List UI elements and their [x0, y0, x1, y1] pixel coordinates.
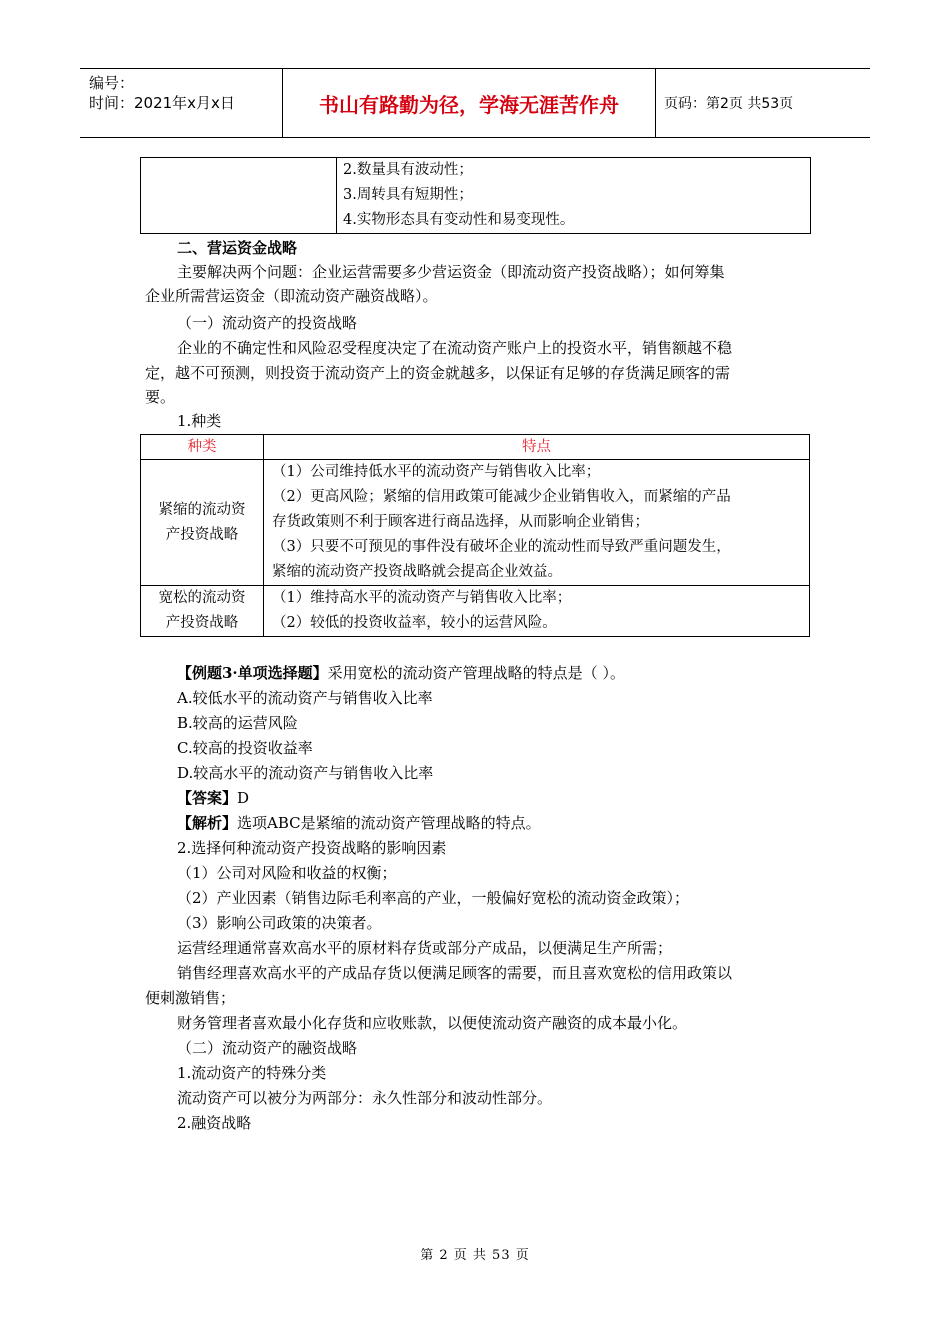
- analysis-text: 选项ABC是紧缩的流动资产管理战略的特点。: [237, 814, 541, 832]
- feature-line: （2）较低的投资收益率，较小的运营风险。: [272, 615, 557, 631]
- page-footer: 第 2 页 共 53 页: [420, 1248, 530, 1263]
- section-heading: 二、营运资金战略: [177, 239, 298, 257]
- page-header: [80, 68, 870, 138]
- feature-line: （1）公司维持低水平的流动资产与销售收入比率；: [272, 464, 601, 480]
- list-item: 2.数量具有波动性；: [343, 162, 473, 178]
- kind-cell: [141, 460, 264, 586]
- table-row: [141, 586, 810, 637]
- financing-item-title: 1.流动资产的特殊分类: [177, 1064, 327, 1082]
- answer: [177, 786, 249, 811]
- kinds-title: 1.种类: [177, 412, 222, 430]
- header-page-info: 页码：第2页 共53页: [664, 96, 794, 112]
- financing-item-title: 2.融资战略: [177, 1114, 252, 1132]
- subheading-investment: （一）流动资产的投资战略: [177, 314, 358, 332]
- financing-item-body: 流动资产可以被分为两部分：永久性部分和波动性部分。: [177, 1089, 553, 1107]
- kind-cell: [141, 586, 264, 637]
- example-question: [177, 661, 625, 686]
- sales-manager-text: 便刺激销售；: [145, 989, 236, 1007]
- ops-manager-text: 运营经理通常喜欢高水平的原材料存货或部分产成品，以便满足生产所需；: [177, 939, 673, 957]
- feature-line: （2）更高风险；紧缩的信用政策可能减少企业销售收入，而紧缩的产品: [272, 489, 731, 505]
- answer-tag: 【答案】: [177, 789, 238, 807]
- subheading-financing: （二）流动资产的融资战略: [177, 1039, 358, 1057]
- kind-line: 产投资战略: [165, 526, 239, 543]
- answer-value: D: [237, 789, 250, 807]
- paragraph-line: 定，越不可预测，则投资于流动资产上的资金就越多，以保证有足够的存货满足顾客的需: [145, 364, 731, 382]
- factors-title: 2.选择何种流动资产投资战略的影响因素: [177, 839, 447, 857]
- intro-line: 企业所需营运资金（即流动资产融资战略）。: [145, 287, 438, 305]
- option-d: D.较高水平的流动资产与销售收入比率: [177, 764, 434, 782]
- example-question-text: 采用宽松的流动资产管理战略的特点是（ ）。: [327, 664, 625, 682]
- feature-cell: [264, 586, 810, 637]
- feature-line: （3）只要不可预见的事件没有破坏企业的流动性而导致严重问题发生，: [272, 539, 731, 555]
- header-motto: 书山有路勤为径，学海无涯苦作舟: [282, 69, 656, 137]
- table-header-row: [141, 435, 810, 460]
- feature-line: （1）维持高水平的流动资产与销售收入比率；: [272, 590, 572, 606]
- table-row: [141, 460, 810, 586]
- list-item: 3.周转具有短期性；: [343, 187, 473, 203]
- paragraph-line: 要。: [145, 388, 176, 406]
- sales-manager-text: 销售经理喜欢高水平的产成品存货以便满足顾客的需要，而且喜欢宽松的信用政策以: [177, 964, 733, 982]
- finance-manager-text: 财务管理者喜欢最小化存货和应收账款，以便使流动资产融资的成本最小化。: [177, 1014, 688, 1032]
- paragraph-line: 企业的不确定性和风险忍受程度决定了在流动资产账户上的投资水平，销售额越不稳: [177, 339, 733, 357]
- factor-item: （2）产业因素（销售边际毛利率高的产业，一般偏好宽松的流动资金政策）；: [177, 889, 690, 907]
- feature-line: 存货政策则不利于顾客进行商品选择，从而影响企业销售；: [272, 514, 649, 530]
- continued-table: [140, 157, 811, 234]
- intro-line: 主要解决两个问题：企业运营需要多少营运资金（即流动资产投资战略）；如何筹集: [177, 263, 725, 281]
- doc-time-label: 时间：2021年x月x日: [89, 94, 235, 112]
- kinds-table: [140, 434, 810, 637]
- continued-table-items: [337, 158, 811, 234]
- factor-item: （3）影响公司政策的决策者。: [177, 914, 382, 932]
- example-tag: 【例题3·单项选择题】: [177, 664, 328, 682]
- header-meta: [80, 69, 282, 137]
- column-header-feature: 特点: [264, 435, 810, 460]
- doc-number-label: 编号：: [89, 74, 135, 92]
- list-item: 4.实物形态具有变动性和易变现性。: [343, 212, 575, 228]
- analysis: [177, 811, 541, 836]
- option-b: B.较高的运营风险: [177, 714, 298, 732]
- option-a: A.较低水平的流动资产与销售收入比率: [177, 689, 433, 707]
- option-c: C.较高的投资收益率: [177, 739, 313, 757]
- kind-line: 紧缩的流动资: [158, 501, 246, 518]
- factor-item: （1）公司对风险和收益的权衡；: [177, 864, 397, 882]
- column-header-kind: 种类: [141, 435, 264, 460]
- continued-table-empty-cell: [141, 158, 337, 234]
- analysis-tag: 【解析】: [177, 814, 238, 832]
- kind-line: 宽松的流动资: [158, 590, 246, 606]
- kind-line: 产投资战略: [165, 615, 239, 631]
- feature-line: 紧缩的流动资产投资战略就会提高企业效益。: [272, 564, 562, 580]
- feature-cell: [264, 460, 810, 586]
